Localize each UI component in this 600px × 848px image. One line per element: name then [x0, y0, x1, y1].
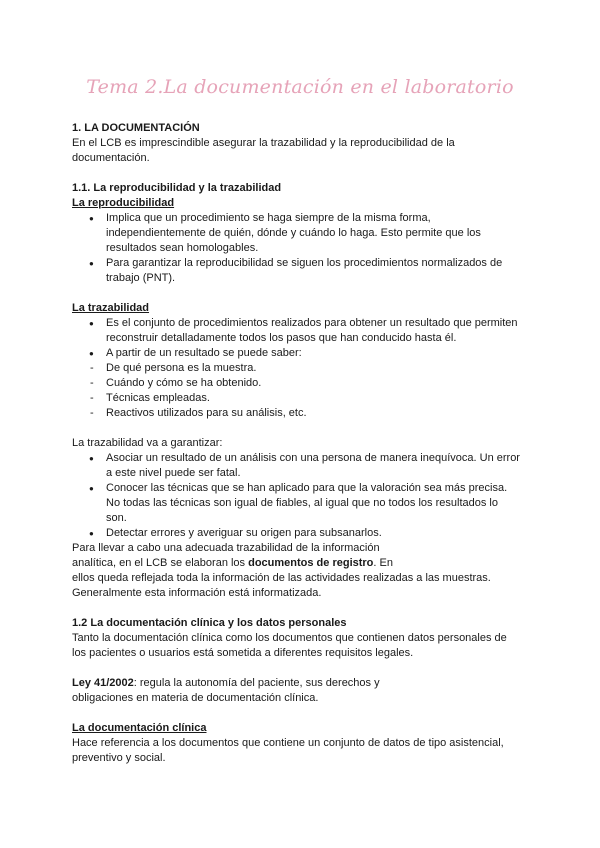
paragraph-line: En el LCB es imprescindible asegurar la trazabilidad y la reproducibilidad de la [72, 137, 455, 149]
section-1-2-heading: 1.2 La documentación clínica y los datos personales [72, 617, 347, 629]
paragraph-line: documentación. [72, 152, 150, 164]
documentacion-clinica-heading: La documentación clínica [72, 722, 207, 734]
closing-text: . En [373, 557, 393, 569]
list-line: ● Es el conjunto de procedimientos realizados para obtener un resultado que permiten [106, 317, 518, 329]
list-line: ● A partir de un resultado se puede saber: [106, 347, 302, 359]
paragraph-line: Tanto la documentación clínica como los documentos que contienen datos personales de [72, 632, 507, 644]
list-line: ● Implica que un procedimiento se haga siempre de la misma forma, [106, 212, 431, 224]
ley-bold: Ley 41/2002 [72, 677, 134, 689]
dash-item: - Reactivos utilizados para su análisis, etc. [106, 406, 522, 421]
dash-item: - Cuándo y cómo se ha obtenido. [106, 376, 522, 391]
document-title: Tema 2.La documentación en el laboratorio [86, 76, 514, 98]
paragraph-line: preventivo y social. [72, 752, 166, 764]
ley-line-2: obligaciones en materia de documentación clínica. [72, 692, 319, 704]
garantizar-list [72, 451, 522, 541]
list-line: a este nivel puede ser fatal. [106, 467, 241, 479]
paragraph-line: Hace referencia a los documentos que contiene un conjunto de datos de tipo asistencial, [72, 737, 504, 749]
reproducibilidad-heading: La reproducibilidad [72, 197, 175, 209]
list-item [106, 451, 522, 481]
list-item [106, 256, 522, 286]
garantizar-intro: La trazabilidad va a garantizar: [72, 437, 223, 449]
document-body [72, 121, 522, 766]
documentos-registro-bold: documentos de registro [248, 557, 374, 569]
closing-line: ellos queda reflejada toda la información de las actividades realizadas a las muestras. [72, 572, 491, 584]
section-1-heading: 1. LA DOCUMENTACIÓN [72, 122, 200, 134]
closing-line: Para llevar a cabo una adecuada trazabilidad de la información [72, 542, 380, 554]
list-item [106, 481, 522, 526]
reproducibilidad-list [72, 211, 522, 286]
list-line: ● Para garantizar la reproducibilidad se siguen los procedimientos normalizados de [106, 257, 503, 269]
closing-line: Generalmente esta información está informatizada. [72, 587, 322, 599]
trazabilidad-list [72, 316, 522, 361]
list-item [106, 526, 522, 541]
list-line: ● Asociar un resultado de un análisis con una persona de manera inequívoca. Un error [106, 452, 520, 464]
closing-text: analítica, en el LCB se elaboran los [72, 557, 249, 569]
trazabilidad-heading: La trazabilidad [72, 302, 150, 314]
dash-item: - Técnicas empleadas. [106, 391, 522, 406]
list-line: resultados sean homologables. [106, 242, 259, 254]
list-line: independientemente de quién, dónde y cuándo lo haga. Esto permite que los [106, 227, 481, 239]
list-item [106, 211, 522, 256]
list-line: ● Conocer las técnicas que se han aplicado para que la valoración sea más precisa. [106, 482, 508, 494]
list-line: No todas las técnicas son igual de fiables, al igual que no todos los resultados lo [106, 497, 498, 509]
list-line: son. [106, 512, 127, 524]
closing-line [72, 556, 522, 571]
ley-text: : regula la autonomía del paciente, sus derechos y [133, 677, 380, 689]
list-line: ● Detectar errores y averiguar su origen para subsanarlos. [106, 527, 382, 539]
section-1-1-heading: 1.1. La reproducibilidad y la trazabilidad [72, 182, 282, 194]
trazabilidad-dash-list [72, 361, 522, 421]
paragraph-line: los pacientes o usuarios está sometida a diferentes requisitos legales. [72, 647, 414, 659]
ley-line [72, 676, 522, 691]
list-item [106, 346, 522, 361]
list-line: trabajo (PNT). [106, 272, 176, 284]
list-line: reconstruir detalladamente todos los pasos que han conducido hasta él. [106, 332, 457, 344]
dash-item: - De qué persona es la muestra. [106, 361, 522, 376]
list-item [106, 316, 522, 346]
